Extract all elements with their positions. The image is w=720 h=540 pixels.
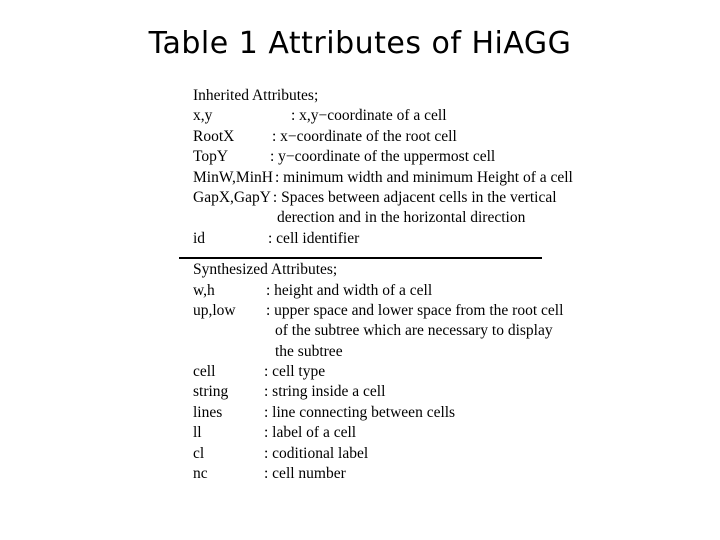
attribute-row	[193, 301, 573, 321]
attribute-row	[193, 403, 573, 423]
attribute-name: x,y	[193, 107, 213, 125]
attribute-name: GapX,GapY	[193, 188, 271, 206]
attribute-description: : label of a cell	[264, 424, 357, 442]
attribute-row	[193, 168, 573, 188]
attribute-description: : upper space and lower space from the root cell	[266, 301, 564, 319]
attribute-row	[193, 382, 573, 402]
attribute-row	[193, 281, 573, 301]
attribute-row	[193, 188, 573, 208]
attribute-name: TopY	[193, 148, 229, 166]
attribute-description-continued: derection and in the horizontal direction	[277, 209, 526, 227]
attribute-name: MinW,MinH	[193, 168, 273, 186]
attribute-name: nc	[193, 465, 208, 483]
slide-title: Table 1 Attributes of HiAGG	[148, 26, 572, 61]
attribute-row	[193, 362, 573, 382]
attribute-name: w,h	[193, 281, 215, 299]
attribute-row	[193, 423, 573, 443]
attribute-row	[193, 444, 573, 464]
attribute-row	[193, 342, 573, 362]
attribute-name: id	[193, 229, 206, 247]
attribute-name: lines	[193, 403, 223, 421]
attribute-description: : x,y−coordinate of a cell	[291, 107, 447, 125]
attribute-name: RootX	[193, 127, 235, 145]
attribute-description: : coditional label	[264, 444, 369, 462]
attribute-name: cl	[193, 444, 205, 462]
attribute-description: : cell identifier	[268, 229, 360, 247]
synthesized-heading: Synthesized Attributes;	[193, 261, 338, 279]
attribute-row	[193, 464, 573, 484]
attribute-row	[193, 321, 573, 341]
attribute-description: : line connecting between cells	[264, 403, 456, 421]
attribute-row	[193, 127, 573, 147]
attribute-row	[193, 208, 573, 228]
attribute-name: cell	[193, 363, 216, 381]
attribute-row	[193, 229, 573, 249]
attribute-row	[193, 147, 573, 167]
attribute-description: : cell number	[264, 465, 346, 483]
inherited-attributes	[193, 106, 573, 249]
attribute-description: : y−coordinate of the uppermost cell	[270, 148, 496, 166]
attribute-description: : cell type	[264, 363, 326, 381]
attribute-description: : minimum width and minimum Height of a cell	[274, 168, 573, 186]
section-divider	[179, 257, 542, 259]
attribute-row	[193, 106, 573, 126]
attribute-description-continued: of the subtree which are necessary to display	[275, 322, 553, 340]
attribute-description: : Spaces between adjacent cells in the vertical	[272, 188, 557, 206]
synthesized-attributes	[193, 281, 573, 485]
attribute-description: : x−coordinate of the root cell	[272, 127, 457, 145]
inherited-heading: Inherited Attributes;	[193, 87, 319, 104]
attribute-description: : height and width of a cell	[266, 281, 433, 299]
attribute-name: string	[193, 383, 229, 401]
attribute-description-continued: the subtree	[275, 342, 343, 360]
attributes-table	[193, 86, 573, 484]
attribute-name: ll	[193, 424, 202, 442]
attribute-description: : string inside a cell	[264, 383, 386, 401]
attribute-name: up,low	[193, 301, 236, 319]
